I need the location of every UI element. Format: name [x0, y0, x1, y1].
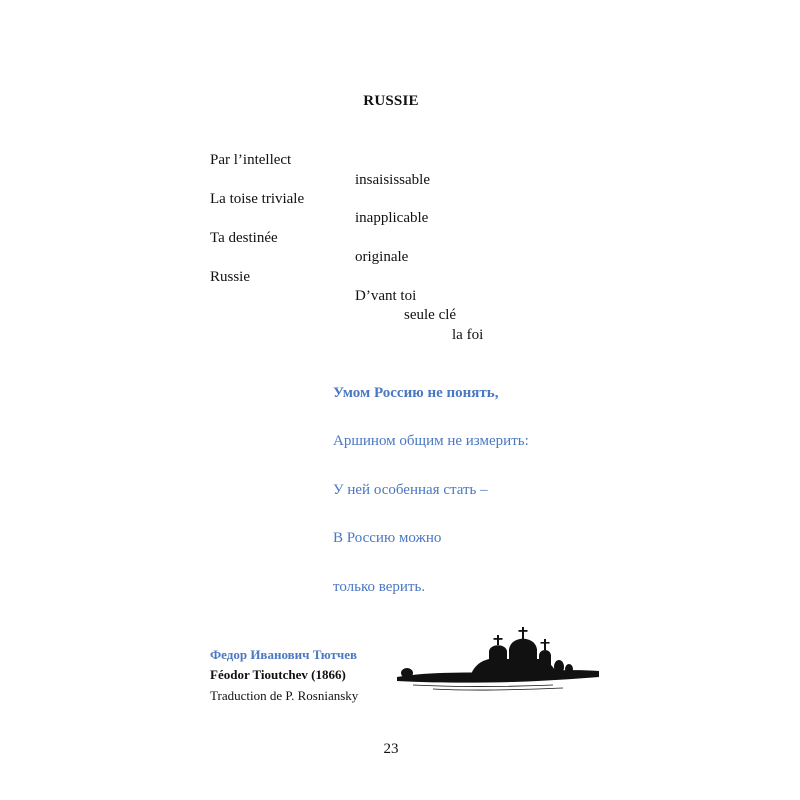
russian-line-3: У ней особенная стать –: [333, 482, 488, 498]
author-name-french: Féodor Tioutchev (1866): [210, 667, 346, 682]
french-line-10: la foi: [452, 327, 484, 343]
author-name-russian: Федор Иванович Тютчев: [210, 647, 358, 662]
french-line-6: originale: [355, 249, 409, 265]
translator-credit: Traduction de P. Rosniansky: [210, 688, 359, 703]
church-landscape-silhouette-icon: [393, 625, 603, 695]
russian-line-4: В Россию можно: [333, 530, 442, 546]
french-line-2: insaisissable: [355, 172, 430, 188]
russian-line-5: только верить.: [333, 579, 426, 595]
french-line-3: La toise triviale: [210, 191, 305, 207]
russian-line-1: Умом Россию не понять,: [333, 385, 499, 401]
french-line-1: Par l’intellect: [210, 152, 292, 168]
page-number: 23: [383, 741, 399, 757]
french-line-8: D’vant toi: [355, 288, 417, 304]
french-line-5: Ta destinée: [210, 230, 278, 246]
russian-line-2: Аршином общим не измерить:: [333, 433, 529, 449]
poem-title: RUSSIE: [363, 93, 419, 109]
french-line-7: Russie: [210, 269, 251, 285]
french-line-9: seule clé: [404, 307, 457, 323]
french-line-4: inapplicable: [355, 210, 429, 226]
